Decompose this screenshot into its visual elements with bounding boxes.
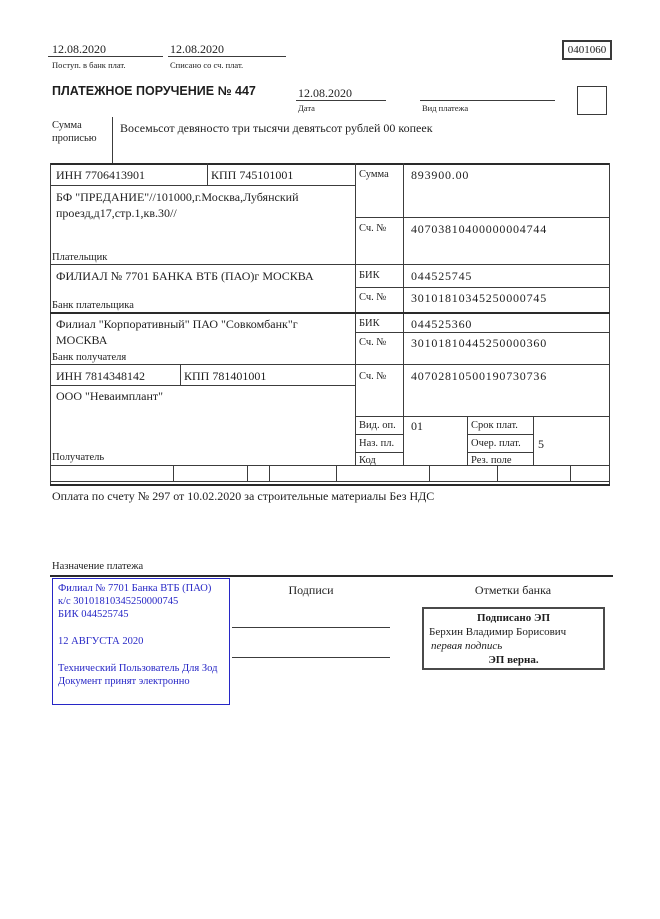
payer-bank-section-label: Банк плательщика bbox=[52, 300, 134, 311]
stamp-bank-name: Филиал № 7701 Банка ВТБ (ПАО) bbox=[58, 583, 212, 594]
ep-stamp-title: Подписано ЭП bbox=[476, 612, 551, 624]
priority-value: 5 bbox=[538, 437, 544, 451]
stamp-corr-account: к/с 30101810345250000745 bbox=[58, 596, 179, 607]
code-label: Код bbox=[359, 455, 376, 466]
payee-account: 40702810500190730736 bbox=[411, 369, 547, 383]
received-date-label: Поступ. в банк плат. bbox=[52, 60, 126, 70]
table-divider bbox=[50, 481, 610, 482]
payer-kpp: КПП 745101001 bbox=[211, 168, 294, 182]
table-divider bbox=[50, 264, 610, 265]
table-divider bbox=[50, 385, 355, 386]
stamp-note: Документ принят электронно bbox=[58, 676, 190, 687]
bank-acceptance-stamp bbox=[52, 578, 230, 705]
electronic-signature-stamp bbox=[422, 607, 605, 670]
divider bbox=[112, 117, 113, 163]
payee-bank-name: Филиал "Корпоративный" ПАО "Совкомбанк"г МОСКВА bbox=[56, 317, 298, 347]
payer-account-label: Сч. № bbox=[359, 223, 387, 234]
divider bbox=[420, 100, 555, 101]
payee-bank-section-label: Банк получателя bbox=[52, 352, 127, 363]
table-divider bbox=[429, 465, 430, 481]
purpose-text: Оплата по счету № 297 от 10.02.2020 за строительные материалы Без НДС bbox=[52, 489, 435, 503]
table-divider bbox=[355, 416, 610, 417]
table-divider bbox=[355, 452, 403, 453]
due-date-label: Срок плат. bbox=[471, 420, 518, 431]
payee-kpp: КПП 781401001 bbox=[184, 369, 267, 383]
form-code-box: 0401060 bbox=[562, 40, 612, 60]
received-date: 12.08.2020 bbox=[52, 42, 106, 56]
signatures-label: Подписи bbox=[288, 583, 334, 597]
table-divider bbox=[173, 465, 174, 481]
table-divider bbox=[467, 452, 533, 453]
payee-bank-account-label: Сч. № bbox=[359, 337, 387, 348]
table-left-border bbox=[50, 163, 51, 484]
table-divider bbox=[336, 465, 337, 481]
table-divider bbox=[269, 465, 270, 481]
payee-bank-account: 30101810445250000360 bbox=[411, 336, 547, 350]
table-divider bbox=[50, 312, 610, 314]
payee-account-label: Сч. № bbox=[359, 371, 387, 382]
table-divider bbox=[467, 434, 533, 435]
table-divider bbox=[50, 364, 610, 365]
signature-line bbox=[232, 657, 390, 658]
purpose-section-label: Назначение платежа bbox=[52, 561, 144, 572]
table-divider bbox=[355, 287, 610, 288]
document-title: ПЛАТЕЖНОЕ ПОРУЧЕНИЕ № 447 bbox=[52, 84, 256, 98]
payee-section-label: Получатель bbox=[52, 452, 105, 463]
payer-account: 40703810400000004744 bbox=[411, 222, 547, 236]
divider bbox=[168, 56, 286, 57]
written-off-date: 12.08.2020 bbox=[170, 42, 224, 56]
amount-in-words: Восемьсот девяносто три тысячи девятьсот рублей 00 копеек bbox=[120, 121, 433, 135]
stamp-date: 12 АВГУСТА 2020 bbox=[58, 636, 144, 647]
payee-name: ООО "Неваимплант" bbox=[56, 389, 164, 403]
ep-stamp-kind: первая подпись bbox=[431, 640, 503, 652]
table-divider bbox=[180, 364, 181, 385]
stamp-bik: БИК 044525745 bbox=[58, 609, 129, 620]
payment-type-label: Вид платежа bbox=[422, 103, 469, 113]
payer-section-label: Плательщик bbox=[52, 252, 108, 263]
table-divider bbox=[207, 163, 208, 185]
table-divider bbox=[570, 465, 571, 481]
payer-bank-account: 30101810345250000745 bbox=[411, 291, 547, 305]
table-divider bbox=[497, 465, 498, 481]
payee-bank-bik-label: БИК bbox=[359, 318, 380, 329]
sum-value: 893900.00 bbox=[411, 168, 470, 182]
payee-bank-bik: 044525360 bbox=[411, 317, 473, 331]
op-type-label: Вид. оп. bbox=[359, 420, 396, 431]
amount-words-label: Сумма прописью bbox=[52, 120, 97, 144]
written-off-date-label: Списано со сч. плат. bbox=[170, 60, 244, 70]
purpose-code-label: Наз. пл. bbox=[359, 438, 395, 449]
divider bbox=[296, 100, 386, 101]
payment-type-box bbox=[577, 86, 607, 115]
table-bottom-border bbox=[50, 484, 610, 486]
table-top-border bbox=[50, 163, 610, 165]
payer-bank-bik-label: БИК bbox=[359, 270, 380, 281]
date-label: Дата bbox=[298, 103, 315, 113]
table-divider bbox=[355, 332, 610, 333]
table-divider bbox=[50, 465, 610, 466]
ep-stamp-signer: Берхин Владимир Борисович bbox=[429, 626, 567, 638]
table-divider bbox=[355, 434, 403, 435]
payer-bank-bik: 044525745 bbox=[411, 269, 473, 283]
stamp-user: Технический Пользователь Для Зод bbox=[58, 663, 218, 674]
sum-label: Сумма bbox=[359, 169, 389, 180]
ep-stamp-valid: ЭП верна. bbox=[488, 654, 539, 666]
document-date: 12.08.2020 bbox=[298, 86, 352, 100]
reserve-field-label: Рез. поле bbox=[471, 455, 512, 466]
priority-label: Очер. плат. bbox=[471, 438, 521, 449]
payer-name: БФ "ПРЕДАНИЕ"//101000,г.Москва,Лубянский проезд,д17,стр.1,кв.30// bbox=[56, 190, 299, 220]
table-divider bbox=[467, 416, 468, 465]
payer-bank-account-label: Сч. № bbox=[359, 292, 387, 303]
divider bbox=[48, 56, 163, 57]
payer-bank-name: ФИЛИАЛ № 7701 БАНКА ВТБ (ПАО)г МОСКВА bbox=[56, 269, 314, 283]
bank-marks-label: Отметки банка bbox=[474, 583, 552, 597]
table-divider bbox=[533, 416, 534, 465]
payee-inn: ИНН 7814348142 bbox=[56, 369, 145, 383]
table-divider bbox=[403, 163, 404, 465]
purpose-underline bbox=[50, 575, 613, 577]
payer-inn: ИНН 7706413901 bbox=[56, 168, 145, 182]
table-divider bbox=[50, 185, 355, 186]
table-divider bbox=[355, 217, 610, 218]
table-divider bbox=[247, 465, 248, 481]
signature-line bbox=[232, 627, 390, 628]
table-divider bbox=[355, 163, 356, 465]
table-right-border bbox=[609, 163, 610, 484]
op-type-value: 01 bbox=[411, 419, 423, 433]
